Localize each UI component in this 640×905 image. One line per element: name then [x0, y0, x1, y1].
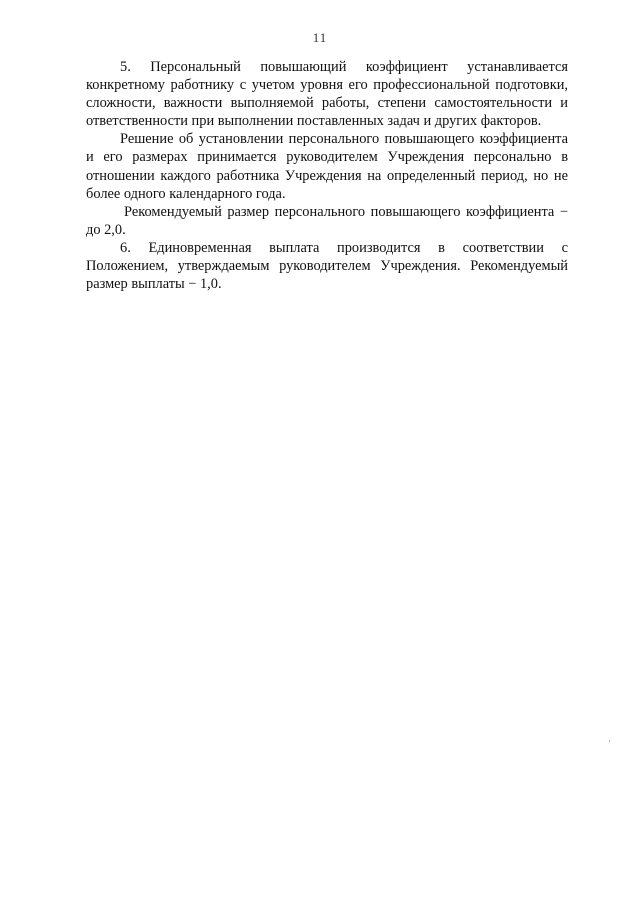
paragraph-recommended-coefficient: Рекомендуемый размер персонального повышающего коэффициента − до 2,0. [86, 203, 568, 238]
paragraph-one-time-payment: 6. Единовременная выплата производится в соответствии с Положением, утверждаемым руководителем Учреждения. Рекомендуемый размер выплаты − 1,0. [86, 239, 568, 293]
document-body [86, 58, 568, 293]
scan-speck [609, 740, 610, 742]
paragraph-personal-coefficient: 5. Персональный повышающий коэффициент устанавливается конкретному работнику с учетом уровня его профессиональной подготовки, сложности, важности выполняемой работы, степени самостоятельности и ответственности при выполнении поставленных задач и других факторов. [86, 59, 568, 130]
paragraph-coefficient-decision: Решение об установлении персонального повышающего коэффициента и его размерах принимается руководителем Учреждения персонально в отношении каждого работника Учреждения на определенный период, но не более одного календарного года. [86, 131, 568, 202]
page-number: 11 [312, 30, 328, 45]
